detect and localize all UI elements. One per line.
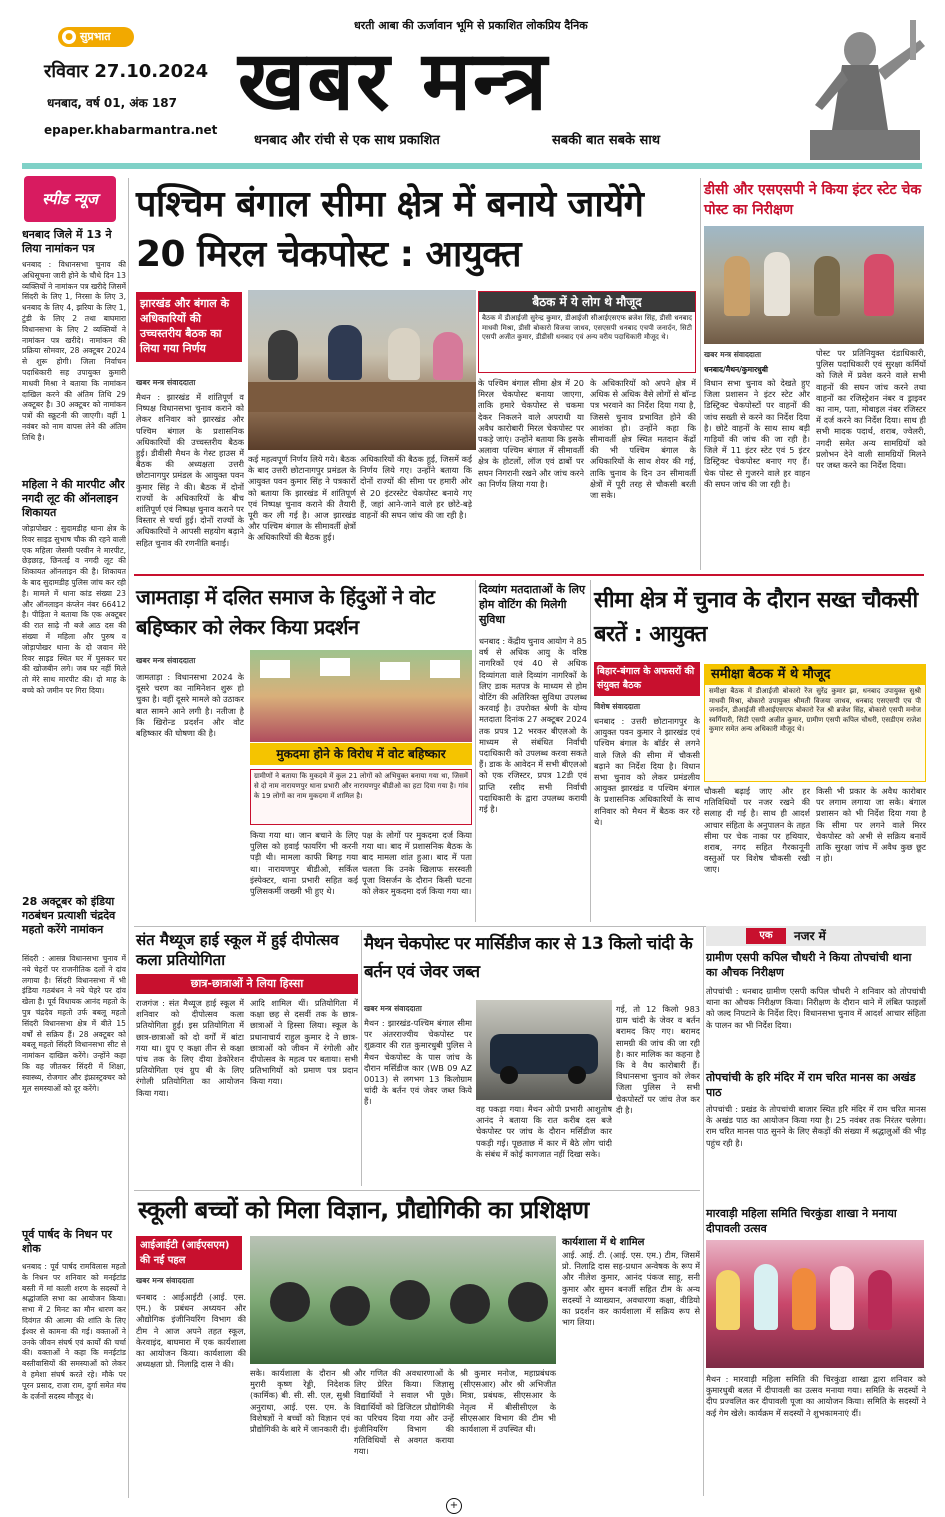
statue-icon (770, 10, 930, 160)
dc-visit-headline: डीसी और एसएसपी ने किया इंटर स्टेट चेक पोस्ट का निरीक्षण (704, 182, 922, 218)
column-divider (703, 926, 704, 1496)
lead-col-2: कई महत्वपूर्ण निर्णय लिये गये। बैठक के बाद उत्तरी छोटानागपुर प्रमंडल के आयुक्त पवन कुमार सिंह ने पत्रकारों को बताया कि झारखंड में शांतिपूर्ण एवं निष्पक्ष चुनाव कराने की तैयारी पूरी कर ली गई है। आज झारखंड और पश्चिम बंगाल के सीमावर्ती क्षेत्रों के अधिकारियों की बैठक हुई। (248, 454, 356, 543)
speed-news-body: धनबाद : विधानसभा चुनाव की अधिसूचना जारी होने के चौथे दिन 13 व्यक्तियों ने नामांकन पत्र खरीदे जिसमें सिंदरी के लिए 1, निरसा के लिए 3, धनबाद के लिए 4, झरिया के लिए 1, टुंडी के लिए 2 तथा बाघमारा विधानसभा के लिए 2 व्यक्तियों ने नामांकन पत्र खरीदे। नामांकन की प्रक्रिया सोमवार, 28 अक्टूबर 2024 से शुरू होगी। जिला निर्वाचन पदाधिकारी सह उपायुक्त कुमारी माधवी मिश्रा ने बताया कि नामांकन दाखिल करने की अंतिम तिथि 29 अक्टूबर है। 30 अक्टूबर को नामांकन पत्रों की स्क्रूटनी की जाएगी। वहीं 1 नवंबर को नाम वापस लेने की अंतिम तिथि है। (22, 260, 126, 442)
maithon-car-col-1: मैथन : झारखंड-पश्चिम बंगाल सीमा पर अंतरराज्यीय चेकपोस्ट पर शुक्रवार की रात कुमारधुबी पुलिस ने मैथन चेकपोस्ट के पास जांच के दौरान मर्सिडीज कार (WB 09 AZ 0013) से लगभग 13 किलोग्राम चांदी के बर्तन एवं जेवर जब्त किये हैं। (364, 1018, 472, 1107)
border-col-2: चौकसी बढ़ाई जाए और हर गतिविधियों पर नजर रखने की सलाह दी गई है। साथ ही आदर्श आचार संहिता के अनुपालन के तहत सीमा पर चेक नाका पर हथियार, शराब, नगद सहित गैरकानूनी वस्तुओं पर विशेष चौकसी रखी जाए। (704, 786, 810, 875)
section-rule (134, 574, 924, 576)
lead-byline: खबर मन्त्र संवाददाता (136, 378, 196, 387)
divyang-body: धनबाद : केंद्रीय चुनाव आयोग ने 85 वर्ष से अधिक आयु के वरिष्ठ नागरिकों एवं 40 से अधिक दिव्यांगता वाले दिव्यांग नागरिकों के लिए डाक मतपत्र के माध्यम से होम वोटिंग की अतिरिक्त सुविधा उपलब्ध करवाई है। उपरोक्त श्रेणी के योग्य मतदाता दिनांक 27 अक्टूबर 2024 तक प्रपत्र 12 भरकर बीएलओ के माध्यम से संबंधित निर्वाची पदाधिकारी को उपलब्ध करवा सकते हैं। डाक के आवेदन में सभी बीएलओ को एक रजिस्टर, प्रपत्र 12डी एवं प्राप्ति रसीद सभी निर्वाची पदाधिकारी के द्वारा उपलब्ध करायी गई है। (479, 636, 587, 815)
lead-col-5: के अधिकारियों को अपने क्षेत्र में अधिक से अधिक वैसे लोगों से बॉन्ड पत्र भरवाने का निर्देश दिया गया है, जिससे चुनाव प्रभावित होने की आशंका हो। उन्होंने कहा कि सीमावर्ती क्षेत्र स्थित मतदान केंद्रों की भी पश्चिम बंगाल के अधिकारियों के साथ शेयर की गई, ताकि चुनाव के दिन उन सीमावर्ती क्षेत्रों में पूरी तरह से चौकसी बरती जा सके। (590, 378, 696, 501)
nazar-body: तोपचांची : धनबाद ग्रामीण एसपी कपिल चौधरी ने शनिवार को तोपचांची थाना का औचक निरीक्षण किया। निरीक्षण के दौरान थाने में लंबित फाइलों को जल्द निपटाने के निर्देश दिए। विधानसभा चुनाव में आदर्श आचार संहिता के पालन का भी निर्देश दिया। (706, 986, 926, 1030)
jamtara-col-2: किया गया था। जान बचाने के लिए पुलिस को हवाई फायरिंग भी करनी पड़ी थी। मामला काफी बिगड़ गया था। नारायणपुर बीडीओ, सर्किल इंस्पेक्टर, थाना प्रभारी सहित कई पुलिसकर्मी जख्मी भी हुए थे। (250, 830, 358, 897)
maithon-car-byline: खबर मन्त्र संवाददाता (364, 1004, 422, 1013)
speed-news-headline: धनबाद जिले में 13 ने लिया नामांकन पत्र (22, 228, 112, 255)
issue-date: रविवार 27.10.2024 (44, 61, 209, 82)
protest-photo-caption: मुकदमा होने के विरोध में वोट बहिष्कार (250, 743, 472, 765)
border-byline: विशेष संवाददाता (594, 702, 641, 711)
nazar-badge: एक (746, 928, 786, 944)
speed-news-body: धनबाद : पूर्व पार्षद रामविलास महतो के निधन पर शनिवार को मनईटांड बस्ती में मां काली शरण के सदस्यों ने श्रद्धांजलि सभा का आयोजन किया। सभा में 2 मिनट का मौन धारण कर दिवंगत की आत्मा की शांति के लिए ईश्वर से कामना की गई। वक्ताओं ने उनके जीवन संघर्ष एवं कार्यों की चर्चा की। वक्ताओं ने कहा कि मनईटांड बस्तीवासियों की समस्याओं को लेकर वे हमेशा संघर्ष करते रहे। मौके पर पूरन प्रसाद, राजा राम, दुर्गा समेत मंच के दर्जनों सदस्य मौजूद थे। (22, 1262, 126, 1401)
classroom-photo (250, 1236, 556, 1364)
jamtara-col-3: पक्ष के लोगों पर मुकदमा दर्ज किया गया था। बाद में प्रशासनिक बैठक के बाद मामला शांत हुआ। बाद में पता चलता कि उनके खिलाफ सरस्वती पूजा विसर्जन के दौरान किसी घटना को लेकर मुकदमा दर्ज किया गया था। (362, 830, 472, 897)
marwari-headline: मारवाड़ी महिला समिति चिरकुंडा शाखा ने मनाया दीपावली उत्सव (706, 1207, 897, 1235)
lead-headline: पश्चिम बंगाल सीमा क्षेत्र में बनाये जायेंगे 20 मिरल चेकपोस्ट : आयुक्त (136, 184, 644, 275)
dc-visit-col-2: पोस्ट पर प्रतिनियुक्त दंडाधिकारी, पुलिस पदाधिकारी एवं सुरक्षा कर्मियों को जिले में प्रवेश करने वाले सभी वाहनों की सघन जांच करने तथा वाहनों का रजिस्ट्रेशन नंबर व ड्राइवर का नाम, पता, मोबाइल नंबर रजिस्टर में दर्ज करने का निर्देश दिया। साथ ही सभी मादक पदार्थ, शराब, ज्वेलरी, नगदी समेत अन्य सामग्रियों को प्रलोभन देने वाली सामग्रियों मिलने पर जब्त करने का निर्देश दिया। (816, 348, 926, 471)
masthead-subtitle: धनबाद और रांची से एक साथ प्रकाशित (254, 133, 440, 148)
lead-col-1: मैथन : झारखंड में शांतिपूर्ण व निष्पक्ष विधानसभा चुनाव कराने को लेकर शनिवार को झारखंड और पश्चिम बंगाल के प्रशासनिक अधिकारियों की उच्चस्तरीय बैठक हुई। डीवीसी मैथन के गेस्ट हाउस में बैठक की अध्यक्षता उत्तरी छोटानागपुर प्रमंडल के आयुक्त पवन कुमार सिंह ने की। बैठक में दोनों राज्यों के अधिकारियों के बीच शांतिपूर्ण एवं निष्पक्ष चुनाव कराने पर विस्तार से चर्चा हुई। दोनों राज्यों के अधिकारियों ने आपसी सहयोग बढ़ाने सहित चुनाव की रणनीति बनाई। (136, 392, 244, 548)
nazar-headline: तोपचांची के हरि मंदिर में राम चरित मानस का अखंड पाठ (706, 1071, 916, 1099)
jamtara-col-1: जामताड़ा : विधानसभा 2024 के दूसरे चरण का नामिनेशन शुरू हो चुका है। वहीं दूसरे मामले को उठाकर बात सामने आने लगी है। नतीजा है कि खिरोन्ड प्रदर्शन और वोट बहिष्कार की घोषणा की है। (136, 672, 244, 739)
masthead-rule (22, 163, 922, 169)
isro-kicker: आईआईटी (आईएसएम) की नई पहल (136, 1236, 242, 1270)
newspaper-title: खबर मन्त्र (238, 34, 549, 129)
car-photo (476, 1000, 612, 1100)
masthead-slogan: सबकी बात सबके साथ (552, 133, 660, 148)
meeting-photo (248, 290, 476, 450)
border-kicker: बिहार-बंगाल के अफसरों की संयुक्त बैठक (594, 662, 700, 696)
jamtara-headline: जामताड़ा में दलित समाज के हिंदुओं ने वोट बहिष्कार को लेकर किया प्रदर्शन (136, 585, 435, 639)
partner-logo: ● सुप्रभात (58, 27, 134, 47)
section-rule (134, 1190, 700, 1191)
marwari-body: मैथन : मारवाड़ी महिला समिति की चिरकुंडा शाखा द्वारा शनिवार को कुमारधुबी बलत में दीपावली का उत्सव मनाया गया। समिति के सदस्यों ने दीप प्रज्वलित कर दीपावली पूजा का आयोजन किया। समिति के सदस्यों ने कई गेम खेले। कार्यक्रम में सदस्यों ने शुभकामनाएं दीं। (706, 1374, 926, 1418)
lead-box (478, 291, 696, 373)
nazar-headline: ग्रामीण एसपी कपिल चौधरी ने किया तोपचांची थाना का औचक निरीक्षण (706, 951, 912, 979)
maithon-car-headline: मैथन चेकपोस्ट पर मार्सिडीज कार से 13 किलो चांदी के बर्तन एवं जेवर जब्त (364, 934, 693, 982)
isro-col-3: और गणित की अवधारणाओं के लिए प्रेरित किया। जिज्ञासु विद्यार्थियों ने सवाल भी पूछे। विद्यार्थियों को डिजिटल प्रौद्योगिकी का परिचय दिया गया और उन्हें इंजीनियरिंग विभाग की गतिविधियों से अवगत कराया गया। (354, 1368, 454, 1457)
school-col-1: राजगंज : संत मैथ्यूज हाई स्कूल में शनिवार को दीपोत्सव कला प्रतियोगिता हुई। इस प्रतियोगिता में छात्र-छात्राओं को दो वर्गों में बांटा गया था। ग्रुप ए कक्षा तीन से कक्षा पांच तक के लिए दीया डेकोरेशन प्रतियोगिता एवं ग्रुप बी के लिए रंगोली प्रतियोगिता का आयोजन किया गया। (136, 998, 244, 1098)
border-headline: सीमा क्षेत्र में चुनाव के दौरान सख्त चौकसी बरतें : आयुक्त (594, 588, 918, 647)
border-box (704, 664, 926, 782)
speed-news-headline: 28 अक्टूबर को इंडिया गठबंधन प्रत्याशी चंद्रदेव महतो करेंगे नामांकन (22, 895, 116, 936)
isro-box (562, 1236, 700, 1406)
column-divider (700, 178, 701, 570)
registration-mark-icon: + (446, 1498, 462, 1514)
border-box-title: समीक्षा बैठक में थे मौजूद (705, 665, 925, 685)
nazar-title: नजर में (794, 929, 826, 943)
issue-edition: धनबाद, वर्ष 01, अंक 187 (47, 96, 177, 110)
isro-box-text: आई. आई. टी. (आई. एस. एम.) टीम, जिसमें प्रो. निलाद्रि दास सह-प्रधान अन्वेषक के रूप में और नीलेश कुमार, आनंद पंकज साहू, सनी कुमार और सुमन बनर्जी सहित टीम के अन्य सदस्यों ने व्याख्यान, अवधारणा कक्षा, वीडियो का प्रदर्शन कर कार्यशाला में सक्रिय रूप से भाग लिया। (562, 1250, 700, 1328)
checkpost-photo (704, 226, 924, 344)
partner-logo-icon: ● (62, 30, 76, 44)
column-divider (475, 580, 476, 922)
marwari-photo (706, 1240, 924, 1368)
school-headline: संत मैथ्यूज हाई स्कूल में हुई दीपोत्सव कला प्रतियोगिता (136, 931, 339, 969)
lead-kicker: झारखंड और बंगाल के अधिकारियों की उच्चस्तरीय बैठक का लिया गया निर्णय (136, 292, 242, 362)
dc-visit-dateline: धनबाद/मैथन/कुमारधुबी (704, 365, 768, 374)
masthead-tagline: धरती आबा की ऊर्जावान भूमि से प्रकाशित लोकप्रिय दैनिक (354, 19, 588, 32)
speed-news-body: सिंदरी : आसन्न विधानसभा चुनाव में नये चेहरों पर राजनीतिक दलों ने दांव लगाया है। सिंदरी विधानसभा में भी इंडिया गठबंधन ने नये चेहरे पर दांव खेला है। पूर्व विधायक आनंद महतो के पुत्र चंद्रदेव महतो उर्फ बबलू महतो सिंदरी विधानसभा क्षेत्र में बीते 15 वर्षों से सक्रिय हैं। 28 अक्टूबर को बबलू महतो सिंदरी विधानसभा सीट से नामांकन दाखिल करेंगे। उन्होंने कहा कि वह जीतकर सिंदरी में शिक्षा, स्वास्थ्य, रोजगार और इंफ्रास्ट्रक्चर को मूल समस्याओं को दूर करेंगे। (22, 954, 126, 1093)
lead-box-title: बैठक में ये लोग थे मौजूद (479, 292, 695, 312)
border-box-text: समीक्षा बैठक में डीआईजी बोकारो रेंज सुरेंद्र कुमार झा, धनबाद उपायुक्त सुश्री माधवी मिश्रा, बोकारो उपायुक्त श्रीमती विजया जाधव, धनबाद एसएसपी एच पी जनार्दन, डीआईजी सीआईएसएफ बोकारो रेंज श्री ब्रजेश सिंह, बोकारो एसपी मनोज स्वर्गियारी, सिटी एसपी अजीत कुमार, ग्रामीण एसपी कपिल चौधरी, एसडीएम राजेश कुमार समेत अन्य अधिकारी मौजूद थे। (709, 687, 921, 734)
column-divider (590, 580, 591, 922)
lead-col-3: अधिकारियों की बैठक हुई, जिसमें कई निर्णय लिये गए। उन्होंने बताया कि दोनों राज्यों की सीमा पर हमारी ओर से 20 इंटरस्टेट चेकपोस्ट बनाये गए हैं, जहां आने-जाने वाले हर छोटे-बड़े वाहनों की सघन जांच की जा रही है। (360, 454, 472, 521)
protest-photo (250, 650, 472, 742)
nazar-body: तोपचांची : प्रखंड के तोपचांची बाजार स्थित हरि मंदिर में राम चरित मानस के अखंड पाठ का आयोजन किया गया है। 25 नवंबर तक निरंतर चलेगा। राम चरित मानस पाठ सुनने के लिए सैकड़ों की संख्या में श्रद्धालुओं की भीड़ पहुंच रही है। (706, 1104, 926, 1148)
protest-caption-text: ग्रामीणों ने बताया कि मुकदमे में कुल 21 लोगों को अभियुक्त बनाया गया था, जिसमें से दो नाम नारायणपुर थाना प्रभारी और नारायणपुर बीडीओ का हटा दिया गया है। गांव के 19 लोगों का नाम मुकदमा में शामिल है। (250, 769, 472, 825)
column-divider (128, 178, 129, 1498)
column-divider (361, 930, 362, 1186)
lead-col-4: के पश्चिम बंगाल सीमा क्षेत्र में 20 मिरल चेकपोस्ट बनाया जाएगा, ताकि हमारे चेकपोस्ट से चकमा देकर निकलने वाले अपराधी या अवैध कारोबारी मिरल चेकपोस्ट पर पकड़े जाएं। उन्होंने बताया कि इसके अलावा पश्चिम बंगाल में सीमावर्ती क्षेत्र के होटलों, लॉज एवं ढाबों पर सघन निगरानी रखने और जांच करने का निर्णय लिया गया है। (478, 378, 584, 489)
border-col-3: किसी भी प्रकार के अवैध कारोबार पर लगाम लगाया जा सके। बंगाल प्रशासन को भी निर्देश दिया गया है कि सीमा पर लगने वाले मिरर चेकपोस्ट को अभी से सक्रिय बनायें ताकि सुरक्षा जांच में अवैध कुछ छूट न हो। (816, 786, 926, 864)
jamtara-byline: खबर मन्त्र संवाददाता (136, 656, 196, 665)
border-col-1: धनबाद : उत्तरी छोटानागपुर के आयुक्त पवन कुमार ने झारखंड एवं पश्चिम बंगाल के बॉर्डर से लगने वाले जिले की सीमा में चौकसी बढ़ाने का निर्देश दिया है। विधान सभा चुनाव को लेकर प्रमंडलीय आयुक्त झारखंड व पश्चिम बंगाल के प्रशासनिक अधिकारियों के साथ शनिवार को मैथन में बैठक कर रहे थे। (594, 716, 700, 827)
speed-news-headline: पूर्व पार्षद के निधन पर शोक (22, 1228, 112, 1255)
speed-news-headline: महिला ने की मारपीट और नगदी लूट की ऑनलाइन शिकायत (22, 478, 125, 519)
isro-col-4: श्री कुमार मनोज, महाप्रबंधक (सीएसआर) और श्री अभिजीत मित्रा, प्रबंधक, सीएसआर के नेतृत्व में बीसीसीएल के सीएसआर विभाग की टीम भी कार्यशाला में उपस्थित थी। (460, 1368, 556, 1435)
isro-headline: स्कूली बच्चों को मिला विज्ञान, प्रौद्योगिकी का प्रशिक्षण (138, 1196, 589, 1224)
speed-news-body: जोड़ापोखर : सुदामडीह थाना क्षेत्र के रिवर साइड सुभाष चौक की रहने वाली एक महिला जेसमी परवीन ने मारपीट, छेड़छाड़, छिनतई व नगदी लूट की शिकायत ऑनलाइन की है। शिकायत के बाद सुदामडीह पुलिस जांच कर रही है। मामले में थाना कांड संख्या 23 और ऑनलाइन कंप्लेन नंबर 66412 है। पीड़िता ने बताया कि एक अक्टूबर की रात साढ़े नौ बजे आठ दस की संख्या में महिला और पुरुष व जोड़ापोखर थाना के दो जवान मेरे रिवर साइड स्थित घर में घुसकर घर की खोजबीन लगे। जब घर नहीं मिले तो मेरे साथ मारपीट की। दो माह के बच्चे को जमीन पर गिरा दिया। (22, 524, 126, 695)
dc-visit-byline: खबर मन्त्र संवाददाता (704, 350, 762, 359)
isro-byline: खबर मन्त्र संवाददाता (136, 1276, 194, 1285)
isro-col-1: धनबाद : आईआईटी (आई. एस. एम.) के प्रबंधन अध्ययन और औद्योगिक इंजीनियरिंग विभाग की टीम ने आज अपने तहत स्कूल, केरवाइंद, बाघमारा में एक कार्यशाला का आयोजन किया। कार्यशाला की अध्यक्षता प्रो. निलाद्रि दास ने की। (136, 1292, 246, 1370)
divyang-headline: दिव्यांग मतदाताओं के लिए होम वोटिंग की मिलेगी सुविधा (479, 583, 586, 626)
isro-box-title: कार्यशाला में थे शामिल (562, 1237, 645, 1248)
isro-col-2: सके। कार्यशाला के दौरान श्री मुरारी कृष्ण रेड्डी, निदेशक (कार्मिक) बी. सी. सी. एल, सुश्री अनुराधा, आई. एस. एम. के विशेषज्ञों ने बच्चों को विज्ञान एवं प्रौद्योगिकी के बारे में जानकारी दी। (250, 1368, 350, 1435)
dc-visit-col-1: विधान सभा चुनाव को देखते हुए जिला प्रशासन ने इंटर स्टेट और डिस्ट्रिक्ट चेकपोस्टों पर वाहनों की जांच सख्ती से करने का निर्देश दिया है। छोटे वाहनों के साथ साथ बड़ी गाड़ियों की जांच की जा रही है। जिले में 11 इंटर स्टेट एवं 5 इंटर डिस्ट्रिक्ट चेकपोस्ट बनाए गए हैं। चेक पोस्ट से गुजरने वाले हर वाहन की सघन जांच की जा रही है। (704, 378, 810, 489)
maithon-car-col-3: गई, तो 12 किलो 983 ग्राम चांदी के जेवर व बर्तन बरामद किए गए। बरामद सामग्री की जांच की जा रही है। कार मालिक का कहना है कि वे वैध कारोबारी हैं। विधानसभा चुनाव को लेकर जिला पुलिस ने सभी चेकपोस्टों पर जांच तेज कर दी है। (616, 1004, 700, 1115)
maithon-car-col-2: वह पकड़ा गया। मैथन ओपी प्रभारी आशुतोष आनंद ने बताया कि रात करीब दस बजे चेकपोस्ट पर जांच के दौरान मर्सिडीज कार पकड़ी गई। पूछताछ में कार में बैठे लोग चांदी के संबंध में कोई कागजात नहीं दिखा सके। (476, 1104, 612, 1159)
website-link[interactable]: epaper.khabarmantra.net (44, 123, 218, 137)
nazar-header (706, 926, 926, 946)
speed-news-badge: स्पीड न्यूज (24, 176, 116, 222)
lead-box-text: बैठक में डीआईजी सुरेन्द्र कुमार, डीआईजी सीआईएसएफ ब्रजेश सिंह, डीसी धनबाद माधवी मिश्रा, डीसी बोकारो विजया जाधव, एसएसपी धनबाद एचपी जनार्दन, सिटी एसपी अजीत कुमार, डीडीसी धनबाद एवं अन्य वरीय पदाधिकारी मौजूद थे। (482, 314, 692, 342)
school-col-2: आदि शामिल थीं। प्रतियोगिता में कक्षा छह से दसवीं तक के छात्र-छात्राओं ने हिस्सा लिया। स्कूल के प्रधानाचार्य राहुल कुमार दे ने छात्र-छात्राओं को जीवन में रंगोली और दीपोत्सव के महत्व पर बताया। सभी प्रतिभागियों को प्रमाण पत्र प्रदान किया गया। (250, 998, 358, 1087)
school-kicker: छात्र-छात्राओं ने लिया हिस्सा (136, 974, 358, 994)
